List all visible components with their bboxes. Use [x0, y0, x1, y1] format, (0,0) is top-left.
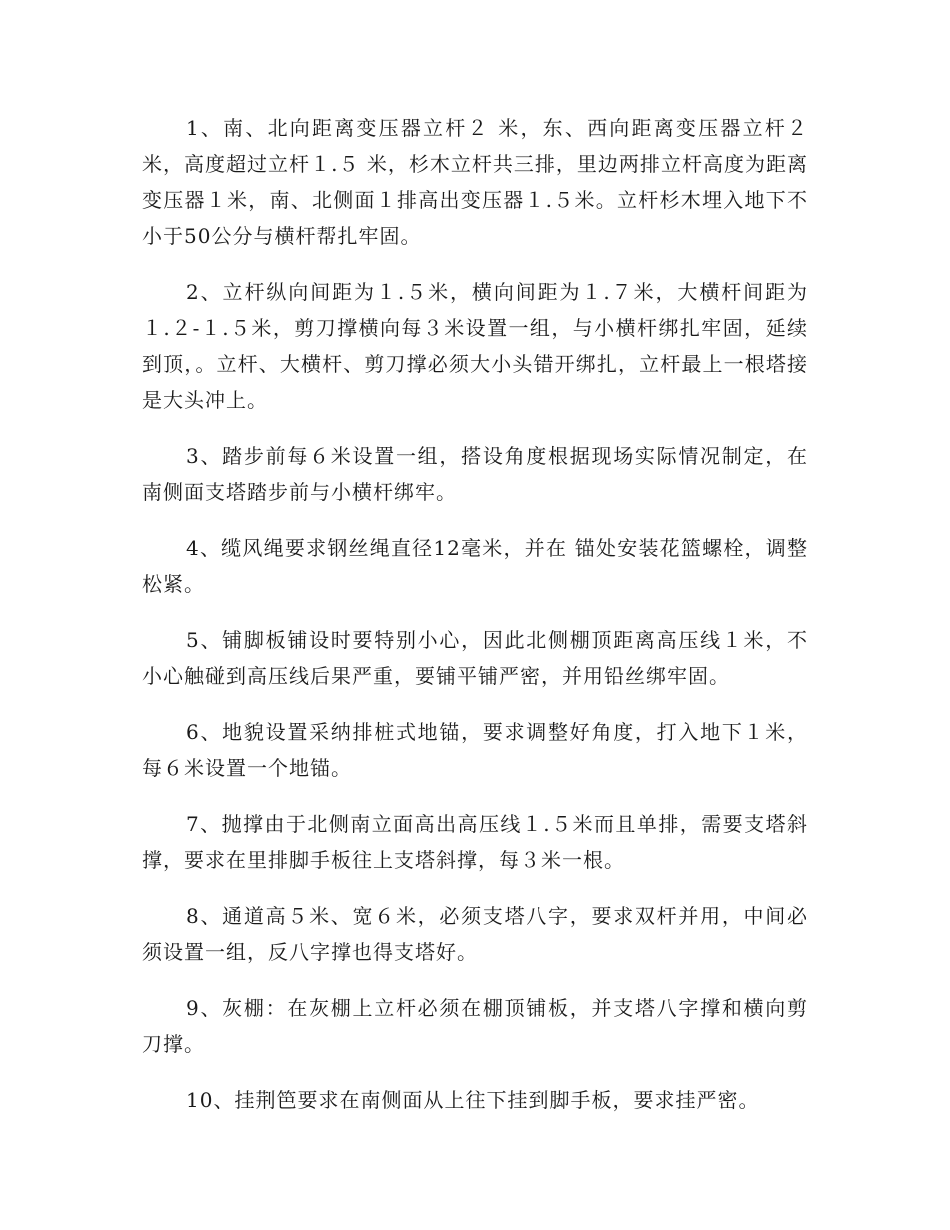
- paragraph-5: 5、铺脚板铺设时要特别小心，因此北侧棚顶距离高压线１米，不小心触碰到高压线后果严重，要铺平铺严密，并用铅丝绑牢固。: [142, 628, 808, 688]
- paragraph-9: 9、灰棚：在灰棚上立杆必须在棚顶铺板，并支塔八字撑和横向剪刀撑。: [142, 996, 808, 1056]
- document-body: [142, 110, 808, 1138]
- paragraph-4: 4、缆风绳要求钢丝绳直径12毫米，并在 锚处安装花篮螺栓，调整松紧。: [142, 536, 808, 596]
- paragraph-1: 1、南、北向距离变压器立杆２ 米，东、西向距离变压器立杆２米，高度超过立杆１.５ 米，杉木立杆共三排，里边两排立杆高度为距离变压器１米，南、北侧面１排高出变压器１.５米。立杆杉木埋入地下不小于50公分与横杆帮扎牢固。: [142, 116, 808, 248]
- paragraph-2: 2、立杆纵向间距为１.５米，横向间距为１.７米，大横杆间距为１.２-１.５米，剪刀撑横向每３米设置一组，与小横杆绑扎牢固，延续到顶，。立杆、大横杆、剪刀撑必须大小头错开绑扎，立杆最上一根塔接是大头冲上。: [142, 280, 808, 412]
- paragraph-10: 10、挂荆笆要求在南侧面从上往下挂到脚手板，要求挂严密。: [186, 1088, 760, 1112]
- paragraph-6: 6、地貌设置采纳排桩式地锚，要求调整好角度，打入地下１米，每６米设置一个地锚。: [142, 720, 808, 780]
- paragraph-3: 3、踏步前每６米设置一组，搭设角度根据现场实际情况制定，在南侧面支塔踏步前与小横杆绑牢。: [142, 444, 808, 504]
- paragraph-7: 7、抛撑由于北侧南立面高出高压线１.５米而且单排，需要支塔斜撑，要求在里排脚手板往上支塔斜撑，每３米一根。: [142, 812, 808, 872]
- paragraph-8: 8、通道高５米、宽６米，必须支塔八字，要求双杆并用，中间必须设置一组，反八字撑也得支塔好。: [142, 904, 808, 964]
